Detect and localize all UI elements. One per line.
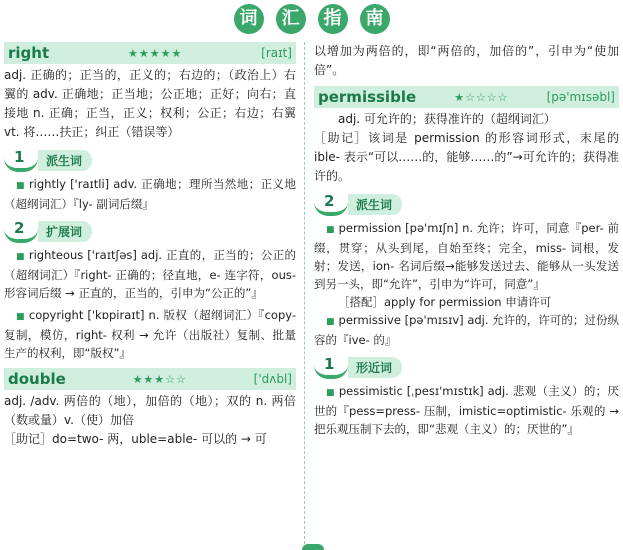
pronunciation: [pə'mɪsəbl] (546, 90, 615, 104)
mnemonic: ［助记］do=two- 两，uble=able- 可以的 → 可 (4, 432, 267, 446)
left-column (4, 42, 296, 544)
list-item: ■ righteous ['raɪtʃəs] adj. 正直的，正当的；公正的（超纲词汇）『right- 正确的；径直地，e- 连字符，ous- 形容词后缀 → 正直的，正当的，引申为“公正的”』 (4, 248, 296, 300)
frequency-stars: ★☆☆☆☆ (454, 90, 509, 104)
section-header-extended (4, 219, 296, 243)
headword: double (8, 370, 66, 388)
definition: adj. 可允许的；获得准许的（超纲词汇） (338, 112, 556, 126)
entry-header-permissible (314, 86, 619, 108)
title-char-3: 指 (318, 4, 348, 34)
square-bullet-icon: ■ (326, 317, 335, 327)
headword: permissible (318, 88, 417, 106)
definition: adj. /adv. 两倍的（地），加倍的（地）；双的 n. 两倍（数或量）v.（使）加倍 (4, 394, 296, 427)
section-label: 形近词 (348, 357, 402, 378)
square-bullet-icon: ■ (326, 388, 335, 398)
section-header-similar (314, 355, 619, 379)
list-item: ■ pessimistic [ˌpesɪ'mɪstɪk] adj. 悲观（主义）的；厌世的『pess=press- 压制，imistic=optimistic- 乐观的 → 把乐观压制下去的，即“悲观（主义）的；厌世的”』 (314, 384, 619, 436)
definition: adj. 正确的；正当的，正义的；右边的；（政治上）右翼的 adv. 正确地；正当地；公正地；正好；向右；直接地 n. 正确；正当，正义；权利；公正；右边；右翼 vt. 将……扶正；纠正（错误等） (4, 68, 296, 139)
title-char-4: 南 (360, 4, 390, 34)
section-label: 扩展词 (38, 221, 92, 242)
right-column (314, 42, 619, 544)
list-item: ■ permissive [pə'mɪsɪv] adj. 允许的，许可的；过份纵容的『ive- 的』 (314, 313, 619, 347)
frequency-stars: ★★★☆☆ (132, 372, 187, 386)
collocation: ［搭配］apply for permission 申请许可 (338, 295, 552, 309)
section-header-derivatives (314, 192, 619, 216)
pronunciation: [raɪt] (261, 46, 292, 60)
pronunciation: ['dʌbl] (253, 372, 292, 386)
list-item: ■ rightly ['raɪtli] adv. 正确地；理所当然地；正义地（超纲词汇）『ly- 副词后缀』 (4, 177, 296, 211)
entry-header-right (4, 42, 296, 64)
mnemonic: ［助记］该词是 permission 的形容词形式，末尾的 ible- 表示“可以……的，能够……的”→可允许的；获得准许的。 (314, 131, 619, 183)
section-number-badge: 1 (314, 355, 348, 379)
section-number-badge: 2 (314, 192, 348, 216)
entry-header-double (4, 368, 296, 390)
section-header-derivatives (4, 148, 296, 172)
list-item: ■ permission [pə'mɪʃn] n. 允许；许可，同意『per- 前缀，贯穿；从头到尾，自始至终；完全，miss- 词根，发射；发送，ion- 名词后缀→能够发送过去、能够从一头发送到另一头，即“允许”，引申为“许可，同意”』 (314, 221, 619, 291)
page-title (0, 4, 623, 40)
title-char-2: 汇 (276, 4, 306, 34)
section-number-badge: 2 (4, 219, 38, 243)
square-bullet-icon: ■ (16, 252, 25, 262)
square-bullet-icon: ■ (16, 181, 25, 191)
frequency-stars: ★★★★★ (128, 46, 183, 60)
headword: right (8, 44, 50, 62)
continued-text: 以增加为两倍的，即“两倍的，加倍的”，引申为“使加倍”。 (314, 44, 619, 77)
page-tab-marker (302, 544, 324, 550)
square-bullet-icon: ■ (326, 225, 335, 235)
title-char-1: 词 (234, 4, 264, 34)
section-label: 派生词 (348, 194, 402, 215)
section-number-badge: 1 (4, 148, 38, 172)
square-bullet-icon: ■ (16, 312, 25, 322)
list-item: ■ copyright ['kɒpiraɪt] n. 版权（超纲词汇）『copy- 复制，模仿，right- 权利 → 允许（出版社）复制、批量生产的权利，即“版权”』 (4, 308, 296, 360)
section-label: 派生词 (38, 150, 92, 171)
column-divider (304, 42, 305, 544)
